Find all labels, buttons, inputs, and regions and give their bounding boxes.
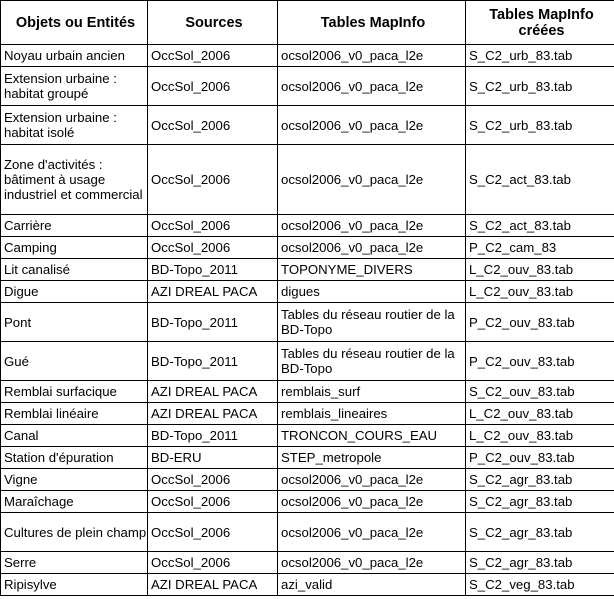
table-row xyxy=(1,106,614,145)
cell-table-creee: P_C2_ouv_83.tab xyxy=(466,447,614,469)
cell-source: AZI DREAL PACA xyxy=(148,574,278,596)
cell-objet: Extension urbaine : habitat groupé xyxy=(1,67,148,106)
cell-objet: Remblai surfacique xyxy=(1,381,148,403)
cell-source: OccSol_2006 xyxy=(148,215,278,237)
cell-source: OccSol_2006 xyxy=(148,106,278,145)
table-row xyxy=(1,381,614,403)
cell-table-mapinfo: STEP_metropole xyxy=(278,447,466,469)
cell-source: BD-ERU xyxy=(148,447,278,469)
cell-objet: Maraîchage xyxy=(1,491,148,513)
cell-source: BD-Topo_2011 xyxy=(148,342,278,381)
header-sources: Sources xyxy=(148,1,278,45)
header-tables-creees: Tables MapInfo créées xyxy=(466,1,614,45)
cell-table-mapinfo: TOPONYME_DIVERS xyxy=(278,259,466,281)
cell-table-creee: P_C2_cam_83 xyxy=(466,237,614,259)
cell-table-creee: L_C2_ouv_83.tab xyxy=(466,281,614,303)
cell-table-creee: L_C2_ouv_83.tab xyxy=(466,259,614,281)
table-row xyxy=(1,425,614,447)
cell-table-mapinfo: ocsol2006_v0_paca_l2e xyxy=(278,513,466,552)
table-row xyxy=(1,403,614,425)
table-row xyxy=(1,513,614,552)
cell-objet: Digue xyxy=(1,281,148,303)
cell-table-creee: S_C2_veg_83.tab xyxy=(466,574,614,596)
cell-source: OccSol_2006 xyxy=(148,45,278,67)
cell-source: AZI DREAL PACA xyxy=(148,281,278,303)
cell-source: BD-Topo_2011 xyxy=(148,303,278,342)
cell-table-creee: P_C2_ouv_83.tab xyxy=(466,303,614,342)
cell-table-creee: S_C2_act_83.tab xyxy=(466,145,614,215)
cell-objet: Cultures de plein champ xyxy=(1,513,148,552)
cell-objet: Pont xyxy=(1,303,148,342)
cell-table-creee: S_C2_urb_83.tab xyxy=(466,106,614,145)
cell-table-mapinfo: Tables du réseau routier de la BD-Topo xyxy=(278,342,466,381)
cell-objet: Station d'épuration xyxy=(1,447,148,469)
cell-table-creee: L_C2_ouv_83.tab xyxy=(466,425,614,447)
cell-table-creee: P_C2_ouv_83.tab xyxy=(466,342,614,381)
header-objets: Objets ou Entités xyxy=(1,1,148,45)
table-row xyxy=(1,215,614,237)
cell-objet: Serre xyxy=(1,552,148,574)
cell-table-creee: S_C2_agr_83.tab xyxy=(466,513,614,552)
cell-table-mapinfo: ocsol2006_v0_paca_l2e xyxy=(278,215,466,237)
table-row xyxy=(1,259,614,281)
table-row xyxy=(1,574,614,596)
table-row xyxy=(1,469,614,491)
cell-table-creee: S_C2_agr_83.tab xyxy=(466,552,614,574)
cell-source: OccSol_2006 xyxy=(148,237,278,259)
header-tables-mapinfo: Tables MapInfo xyxy=(278,1,466,45)
cell-objet: Zone d'activités : bâtiment à usage industriel et commercial xyxy=(1,145,148,215)
cell-source: OccSol_2006 xyxy=(148,491,278,513)
cell-table-mapinfo: ocsol2006_v0_paca_l2e xyxy=(278,552,466,574)
cell-table-mapinfo: ocsol2006_v0_paca_l2e xyxy=(278,145,466,215)
table-row xyxy=(1,303,614,342)
cell-objet: Extension urbaine : habitat isolé xyxy=(1,106,148,145)
cell-table-mapinfo: ocsol2006_v0_paca_l2e xyxy=(278,45,466,67)
header-row xyxy=(1,1,614,45)
table-row xyxy=(1,447,614,469)
cell-table-creee: L_C2_ouv_83.tab xyxy=(466,403,614,425)
cell-objet: Carrière xyxy=(1,215,148,237)
cell-table-creee: S_C2_urb_83.tab xyxy=(466,45,614,67)
cell-objet: Vigne xyxy=(1,469,148,491)
cell-source: BD-Topo_2011 xyxy=(148,259,278,281)
cell-table-creee: S_C2_agr_83.tab xyxy=(466,469,614,491)
table-row xyxy=(1,45,614,67)
cell-source: OccSol_2006 xyxy=(148,145,278,215)
cell-table-creee: S_C2_agr_83.tab xyxy=(466,491,614,513)
table-row xyxy=(1,491,614,513)
cell-table-mapinfo: TRONCON_COURS_EAU xyxy=(278,425,466,447)
cell-source: AZI DREAL PACA xyxy=(148,381,278,403)
cell-objet: Canal xyxy=(1,425,148,447)
cell-objet: Camping xyxy=(1,237,148,259)
cell-table-mapinfo: remblais_surf xyxy=(278,381,466,403)
cell-source: BD-Topo_2011 xyxy=(148,425,278,447)
cell-objet: Ripisylve xyxy=(1,574,148,596)
cell-table-mapinfo: Tables du réseau routier de la BD-Topo xyxy=(278,303,466,342)
table-row xyxy=(1,67,614,106)
cell-table-mapinfo: ocsol2006_v0_paca_l2e xyxy=(278,106,466,145)
cell-table-mapinfo: digues xyxy=(278,281,466,303)
table-row xyxy=(1,145,614,215)
cell-table-mapinfo: ocsol2006_v0_paca_l2e xyxy=(278,491,466,513)
table-row xyxy=(1,342,614,381)
cell-table-creee: S_C2_ouv_83.tab xyxy=(466,381,614,403)
cell-source: OccSol_2006 xyxy=(148,469,278,491)
cell-table-mapinfo: remblais_lineaires xyxy=(278,403,466,425)
table-row xyxy=(1,237,614,259)
cell-objet: Gué xyxy=(1,342,148,381)
cell-objet: Lit canalisé xyxy=(1,259,148,281)
cell-source: OccSol_2006 xyxy=(148,513,278,552)
cell-source: OccSol_2006 xyxy=(148,67,278,106)
table-row xyxy=(1,552,614,574)
cell-table-creee: S_C2_act_83.tab xyxy=(466,215,614,237)
cell-table-mapinfo: ocsol2006_v0_paca_l2e xyxy=(278,67,466,106)
cell-objet: Noyau urbain ancien xyxy=(1,45,148,67)
cell-table-creee: S_C2_urb_83.tab xyxy=(466,67,614,106)
cell-objet: Remblai linéaire xyxy=(1,403,148,425)
cell-source: OccSol_2006 xyxy=(148,552,278,574)
table-row xyxy=(1,281,614,303)
cell-table-mapinfo: ocsol2006_v0_paca_l2e xyxy=(278,237,466,259)
cell-source: AZI DREAL PACA xyxy=(148,403,278,425)
cell-table-mapinfo: ocsol2006_v0_paca_l2e xyxy=(278,469,466,491)
cell-table-mapinfo: azi_valid xyxy=(278,574,466,596)
